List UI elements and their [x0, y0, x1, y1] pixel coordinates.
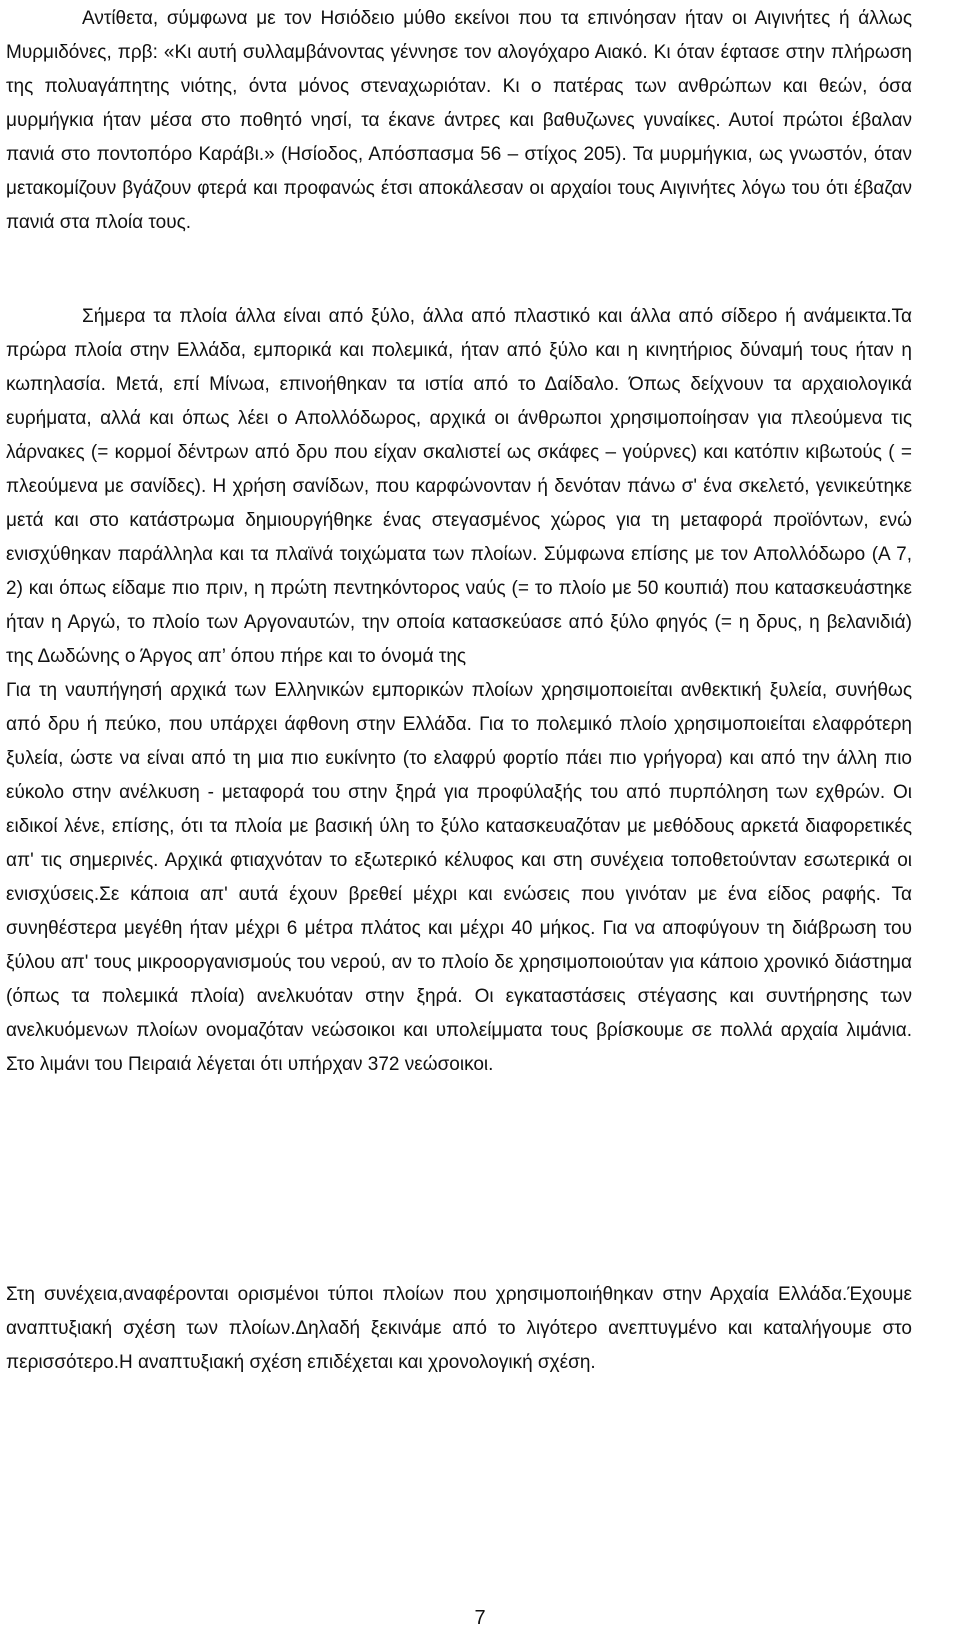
paragraph-ship-materials: Σήμερα τα πλοία άλλα είναι από ξύλο, άλλα από πλαστικό και άλλα από σίδερο ή ανάμεικτα.Τα πρώρα πλοία στην Ελλάδα, εμπορικά και πολεμικά, ήταν από ξύλο και η κινητήριος δύναμή τους ήταν η κωπηλασία. Μετά, επί Μίνωα, επινοήθηκαν τα ιστία από το Δαίδαλο. Όπως δείχνουν τα αρχαιολογικά ευρήματα, αλλά και όπως λέει ο Απολλόδωρος, αρχικά οι άνθρωποι χρησιμοποίησαν για πλεούμενα τις λάρνακες (= κορμοί δέντρων από δρυ που είχαν σκαλιστεί ως σκάφες – γούρνες) και κατόπιν κιβωτούς ( = πλεούμενα με σανίδες). Η χρήση σανίδων, που καρφώνονταν ή δενόταν πάνω σ' ένα σκελετό, γενικεύτηκε μετά και στο κατάστρωμα δημιουργήθηκε ένας στεγασμένος χώρος για τη μεταφορά προϊόντων, ενώ ενισχύθηκαν παράλληλα και τα πλαϊνά τοιχώματα των πλοίων. Σύμφωνα επίσης με τον Απολλόδωρο (Α 7, 2) και όπως είδαμε πιο πριν, η πρώτη πεντηκόντορος ναύς (= το πλοίο με 50 κουπιά) που κατασκευάστηκε ήταν η Αργώ, το πλοίο των Αργοναυτών, την οποία κατασκεύασε από ξύλο φηγός (= η δρυς, η βελανιδιά) της Δωδώνης ο Άργος απ’ όπου πήρε και το όνομά της: [6, 306, 912, 667]
paragraph-group-ships: [6, 300, 912, 1082]
paragraph-shipbuilding-wood: Για τη ναυπήγησή αρχικά των Ελληνικών εμπορικών πλοίων χρησιμοποιείται ανθεκτική ξυλεία, συνήθως από δρυ ή πεύκο, που υπάρχει άφθονη στην Ελλάδα. Για το πολεμικό πλοίο χρησιμοποιείται ελαφρότερη ξυλεία, ώστε να είναι από τη μια πιο ευκίνητο (το ελαφρύ φορτίο πάει πιο γρήγορα) και από την άλλη πιο εύκολο στην ανέλκυση - μεταφορά του στην ξηρά για προφύλαξής του από πυρπόληση των εχθρών. Οι ειδικοί λένε, επίσης, ότι τα πλοία με βασική ύλη το ξύλο κατασκευαζόταν με μεθόδους αρκετά διαφορετικές απ' τις σημερινές. Αρχικά φτιαχνόταν το εξωτερικό κέλυφος και στη συνέχεια τοποθετούνταν εσωτερικά οι ενισχύσεις.Σε κάποια απ' αυτά έχουν βρεθεί μέχρι και ενώσεις που γινόταν με ένα είδος ραφής. Τα συνηθέστερα μεγέθη ήταν μέχρι 6 μέτρα πλάτος και μέχρι 40 μήκος. Για να αποφύγουν τη διάβρωση του ξύλου απ' τους μικροοργανισμούς του νερού, αν το πλοίο δε χρησιμοποιούταν για κάποιο χρονικό διάστημα (όπως τα πολεμικά πλοία) ανελκυόταν στην ξηρά. Οι εγκαταστάσεις στέγασης και συντήρησης των ανελκυόμενων πλοίων ονομαζόταν νεώσοικοι και υπολείμματα τους βρίσκουμε σε πολλά αρχαία λιμάνια. Στο λιμάνι του Πειραιά λέγεται ότι υπήρχαν 372 νεώσοικοι.: [6, 680, 912, 1075]
page-number: 7: [474, 1607, 486, 1629]
paragraph-hesiod-myth: Αντίθετα, σύμφωνα με τον Ησιόδειο μύθο εκείνοι που τα επινόησαν ήταν οι Αιγινήτες ή άλλως Μυρμιδόνες, πρβ: «Κι αυτή συλλαμβάνοντας γέννησε τον αλογόχαρο Αιακό. Κι όταν έφτασε στην πλήρωση της πολυαγάπητης νιότης, όντα μόνος στεναχωριόταν. Κι ο πατέρας των ανθρώπων και θεών, όσα μυρμήγκια ήταν μέσα στο ποθητό νησί, τα έκανε άντρες και βαθυζωνες γυναίκες. Αυτοί πρώτοι έβαλαν πανιά στο ποντοπόρο Καράβι.» (Ησίοδος, Απόσπασμα 56 – στίχος 205). Τα μυρμήγκια, ως γνωστόν, όταν μετακομίζουν βγάζουν φτερά και προφανώς έτσι αποκάλεσαν οι αρχαίοι τους Αιγινήτες λόγω του ότι έβαζαν πανιά στα πλοία τους.: [6, 8, 912, 233]
paragraph-ship-types-intro: Στη συνέχεια,αναφέρονται ορισμένοι τύποι πλοίων που χρησιμοποιήθηκαν στην Αρχαία Ελλάδα.Έχουμε αναπτυξιακή σχέση των πλοίων.Δηλαδή ξεκινάμε από το λιγότερο ανεπτυγμένο και καταλήγουμε στο περισσότερο.Η αναπτυξιακή σχέση επιδέχεται και χρονολογική σχέση.: [6, 1284, 912, 1373]
